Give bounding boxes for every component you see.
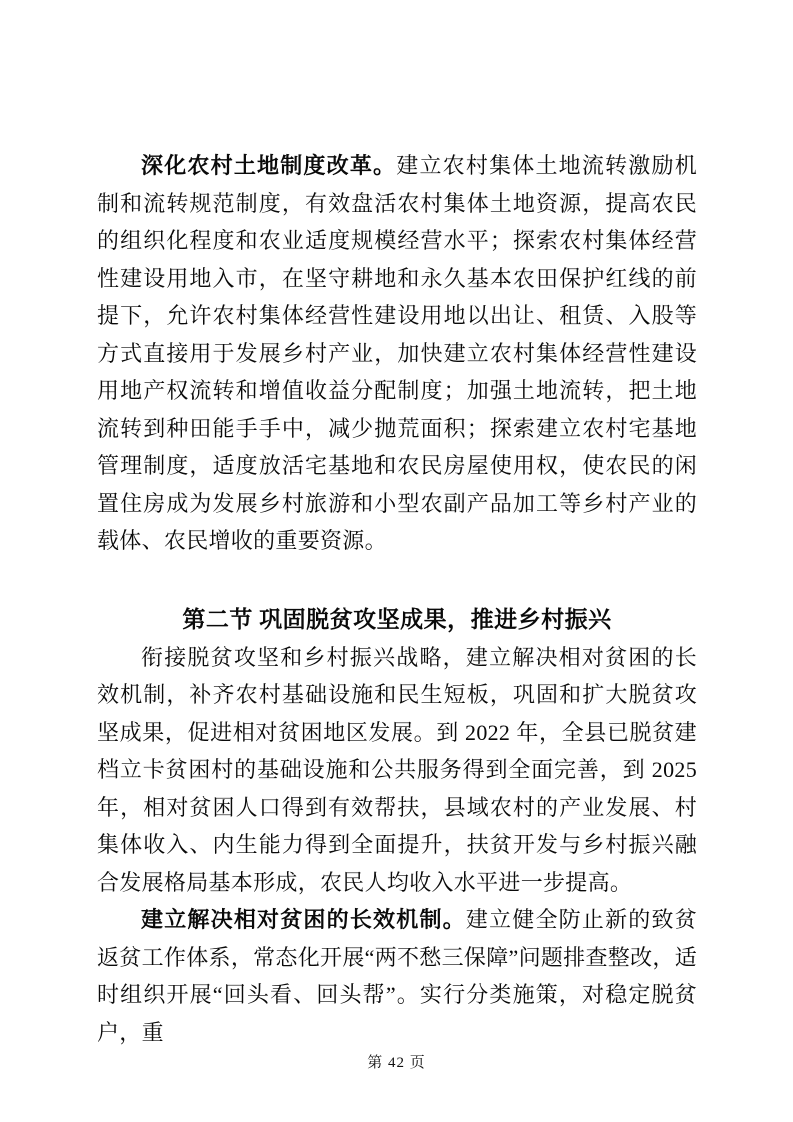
paragraph-long-term-mechanism	[97, 901, 697, 1051]
paragraph-poverty-alleviation-overview-text: 衔接脱贫攻坚和乡村振兴战略，建立解决相对贫困的长效机制，补齐农村基础设施和民生短板，巩固和扩大脱贫攻坚成果，促进相对贫困地区发展。到 2022 年，全县已脱贫建档立卡贫困村的基础设施和公共服务得到全面完善，到 2025 年，相对贫困人口得到有效帮扶，县域农村的产业发展、村集体收入、内生能力得到全面提升，扶贫开发与乡村振兴融合发展格局基本形成，农民人均收入水平进一步提高。	[97, 644, 697, 895]
paragraph-land-reform	[97, 147, 697, 560]
paragraph-land-reform-text: 建立农村集体土地流转激励机制和流转规范制度，有效盘活农村集体土地资源，提高农民的组织化程度和农业适度规模经营水平；探索农村集体经营性建设用地入市，在坚守耕地和永久基本农田保护红线的前提下，允许农村集体经营性建设用地以出让、租赁、入股等方式直接用于发展乡村产业，加快建立农村集体经营性建设用地产权流转和增值收益分配制度；加强土地流转，把土地流转到种田能手手中，减少抛荒面积；探索建立农村宅基地管理制度，适度放活宅基地和农民房屋使用权，使农民的闲置住房成为发展乡村旅游和小型农副产品加工等乡村产业的载体、农民增收的重要资源。	[97, 153, 697, 553]
page-number: 第 42 页	[367, 1055, 426, 1071]
paragraph-long-term-mechanism-lead: 建立解决相对贫困的长效机制。	[141, 907, 466, 932]
document-body	[97, 0, 697, 1051]
paragraph-long-term-mechanism-text: 建立健全防止新的致贫返贫工作体系，常态化开展“两不愁三保障”问题排查整改，适时组织开展“回头看、回头帮”。实行分类施策，对稳定脱贫户，重	[97, 907, 697, 1045]
paragraph-land-reform-lead: 深化农村土地制度改革。	[141, 153, 397, 178]
paragraph-poverty-alleviation-overview	[97, 639, 697, 902]
section-heading: 第二节 巩固脱贫攻坚成果，推进乡村振兴	[182, 606, 612, 632]
